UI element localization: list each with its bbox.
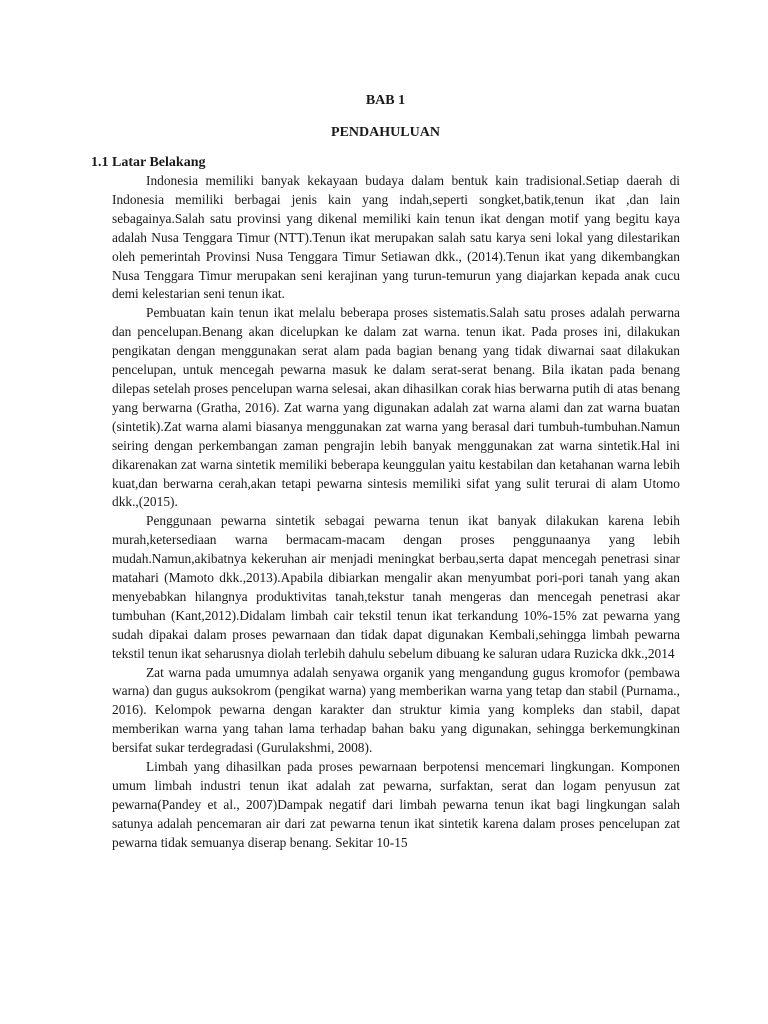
body-text bbox=[112, 172, 680, 853]
paragraph-3: Penggunaan pewarna sintetik sebagai pewarna tenun ikat banyak dilakukan karena lebih murah,ketersediaan warna bermacam-macam dengan proses penggunaanya yang lebih mudah.Namun,akibatnya kekeruhan air menjadi meningkat berbau,serta dapat mencegah penetrasi sinar matahari (Mamoto dkk.,2013).Apabila dibiarkan mengalir akan menyumbat pori-pori tanah yang akan menyebabkan hilangnya produktivitas tanah,tekstur tanah mengeras dan mencegah penetrasi akar tumbuhan (Kant,2012).Didalam limbah cair tekstil tenun ikat terkandung 10%-15% zat pewarna yang sudah dipakai dalam proses pewarnaan dan tidak dapat digunakan Kembali,sehingga limbah pewarna tekstil tenun ikat seharusnya diolah terlebih dahulu sebelum dibuang ke saluran udara Ruzicka dkk.,2014 bbox=[112, 513, 680, 661]
paragraph-1: Indonesia memiliki banyak kekayaan budaya dalam bentuk kain tradisional.Setiap daerah di Indonesia memiliki berbagai jenis kain yang indah,seperti songket,batik,tenun ikat ,dan lain sebagainya.Salah satu provinsi yang dikenal memiliki kain tenun ikat dengan motif yang begitu kaya adalah Nusa Tenggara Timur (NTT).Tenun ikat merupakan salah satu karya seni lokal yang dilestarikan oleh pemerintah Provinsi Nusa Tenggara Timur Setiawan dkk., (2014).Tenun ikat yang dikembangkan Nusa Tenggara Timur merupakan seni kerajinan yang turun-temurun yang diajarkan kepada anak cucu demi kelestarian seni tenun ikat. bbox=[112, 173, 680, 302]
paragraph-5: Limbah yang dihasilkan pada proses pewarnaan berpotensi mencemari lingkungan. Komponen umum limbah industri tenun ikat adalah zat pewarna, surfaktan, serat dan logam penyusun zat pewarna(Pandey et al., 2007)Dampak negatif dari limbah pewarna tenun ikat bagi lingkungan salah satunya adalah pencemaran air dari zat pewarna tenun ikat sintetik karena dalam proses pencelupan zat pewarna tidak semuanya diserap benang. Sekitar 10-15 bbox=[112, 759, 680, 850]
chapter-title: PENDAHULUAN bbox=[331, 125, 440, 140]
section-heading: 1.1 Latar Belakang bbox=[91, 155, 206, 170]
chapter-number: BAB 1 bbox=[365, 93, 406, 108]
paragraph-2: Pembuatan kain tenun ikat melalu beberapa proses sistematis.Salah satu proses adalah perwarna dan pencelupan.Benang akan dicelupkan ke dalam zat warna. tenun ikat. Pada proses ini, dilakukan pengikatan dengan menggunakan serat alam pada bagian benang yang tidak diwarnai saat dilakukan pencelupan, untuk mencegah pewarna masuk ke dalam serat-serat benang. Bila ikatan pada benang dilepas setelah proses pencelupan warna selesai, akan dihasilkan corak hias berwarna putih di atas benang yang berwarna (Gratha, 2016). Zat warna yang digunakan adalah zat warna alami dan zat warna buatan (sintetik).Zat warna alami biasanya menggunakan zat warna yang berasal dari tumbuh-tumbuhan.Namun seiring dengan perkembangan zaman pengrajin lebih banyak menggunakan zat warna sintetik.Hal ini dikarenakan zat warna sintetik memiliki beberapa keunggulan yaitu kestabilan dan ketahanan warna lebih kuat,dan berwarna cerah,akan tetapi pewarna sintesis memiliki sifat yang sulit terurai di alam Utomo dkk.,(2015). bbox=[112, 305, 680, 510]
paragraph-4: Zat warna pada umumnya adalah senyawa organik yang mengandung gugus kromofor (pembawa warna) dan gugus auksokrom (pengikat warna) yang memberikan warna yang tetap dan stabil (Purnama., 2016). Kelompok pewarna dengan karakter dan struktur kimia yang kompleks dan stabil, dapat memberikan warna yang tahan lama terhadap bahan baku yang digunakan, sehingga berkemungkinan bersifat sukar terdegradasi (Gurulakshmi, 2008). bbox=[112, 664, 680, 756]
